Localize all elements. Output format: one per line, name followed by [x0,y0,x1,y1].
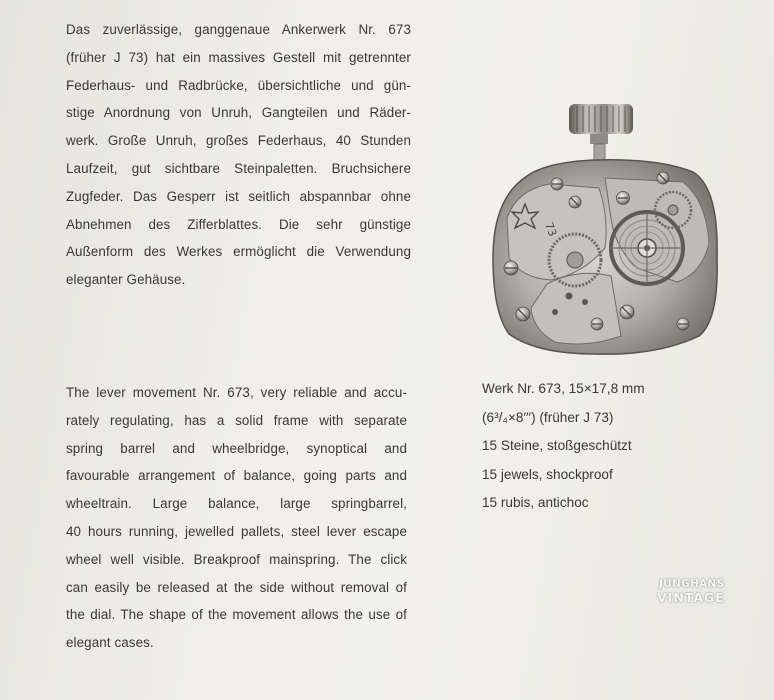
german-line: Zugfeder. Das Gesperr ist seitlich abspannbar ohne [66,188,411,204]
english-line: wheel well visible. Breakproof mainspring. The click [66,551,407,567]
watermark-line2: VINTAGE [657,590,725,605]
spec-line: 15 Steine, stoßgeschützt [482,438,632,453]
movement-specs [482,375,722,518]
english-line: the dial. The shape of the movement allows the use of [66,607,407,623]
english-line: favourable arrangement of balance, going parts and [66,468,407,484]
german-line: Abnehmen des Zifferblattes. Die sehr günstige [66,216,411,232]
german-line: eleganter Gehäuse. [66,272,186,288]
engraved-number: 73 [542,220,560,239]
german-line: Außenform des Werkes ermöglicht die Verwendung [66,244,411,260]
watermark-line1: JUNGHANS [659,578,725,590]
watch-movement-image [487,98,722,363]
english-line: 40 hours running, jewelled pallets, steel lever escape [66,523,407,539]
english-line: wheeltrain. Large balance, large springbarrel, [66,496,407,512]
german-line: Laufzeit, gut sichtbare Steinpaletten. Bruchsichere [66,160,411,176]
spec-line: (6³/₄×8′′′) (früher J 73) [482,409,614,425]
german-line: werk. Große Unruh, großes Federhaus, 40 Stunden [66,133,411,149]
german-description [66,16,411,294]
balance-wheel [611,212,683,284]
spec-line: 15 rubis, antichoc [482,495,589,510]
english-line: spring barrel and wheelbridge, synoptical and [66,440,407,456]
english-description [66,379,407,657]
german-line: Das zuverlässige, ganggenaue Ankerwerk Nr. 673 [66,22,411,37]
crown [569,104,633,166]
english-line: can easily be released at the side without removal of [66,579,407,595]
english-line: The lever movement Nr. 673, very reliable and accu- [66,385,407,400]
german-line: Federhaus- und Radbrücke, übersichtliche und gün- [66,77,411,93]
spec-line: 15 jewels, shockproof [482,466,613,482]
english-line: rately regulating, has a solid frame with separate [66,412,407,428]
german-line: stige Anordnung von Unruh, Gangteilen und Räder- [66,105,411,121]
junghans-vintage-watermark [655,578,725,608]
spec-line: Werk Nr. 673, 15×17,8 mm [482,381,645,396]
english-line: elegant cases. [66,635,154,651]
german-line: (früher J 73) hat ein massives Gestell mit getrennter [66,49,411,65]
